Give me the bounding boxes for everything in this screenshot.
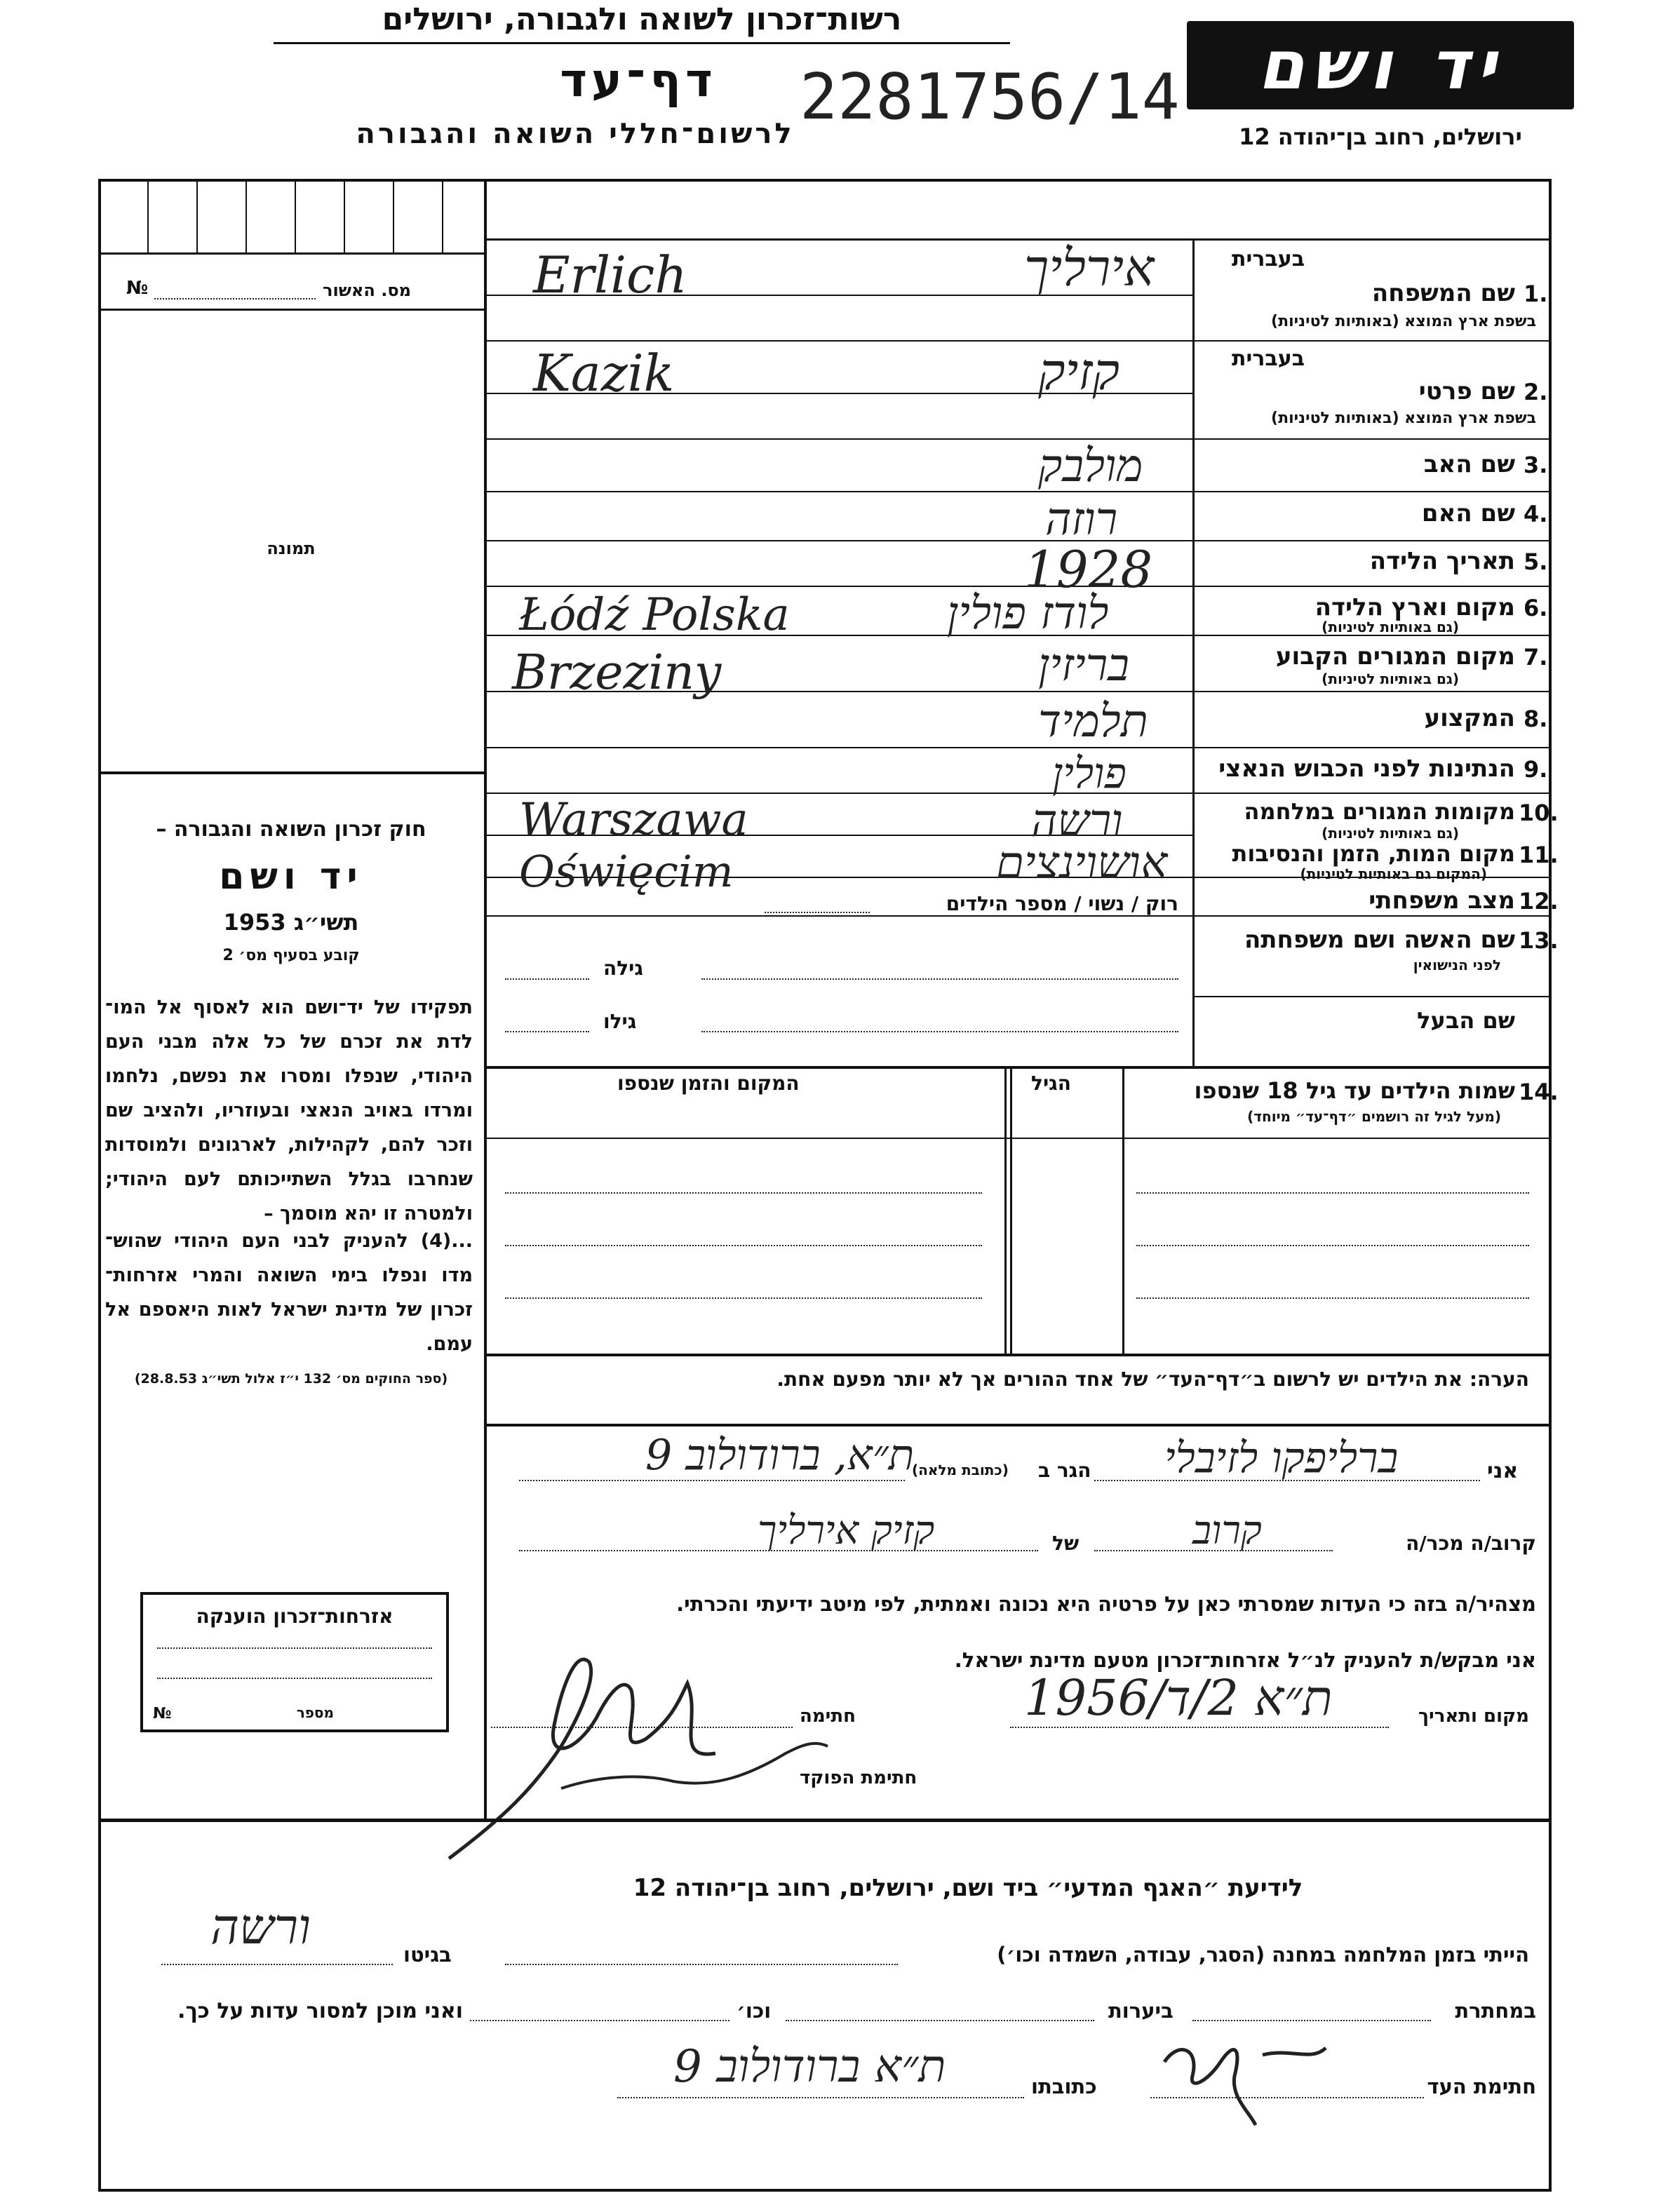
witness-signature [421, 1634, 856, 1887]
field-mother-label: שם האם [1421, 499, 1515, 527]
officer-signature-label: חתימת הפוקד [800, 1767, 917, 1788]
declaration-statement-2: אני מבקש/ת להעניק לנ״ל אזרחות־זכרון מטעם מדינת ישראל. [954, 1648, 1536, 1672]
underground-label: במחתרת [1455, 1999, 1536, 2023]
field-wartime-residence-label: מקומות המגורים במלחמה [1244, 798, 1515, 825]
witness-address-label: כתובתו [1031, 2075, 1097, 2098]
surname-hebrew-value: אירליך [1024, 238, 1155, 297]
birthplace-hebrew-value: לודז פולין [947, 588, 1109, 640]
birthplace-latin-value: Łódź Polska [519, 589, 790, 641]
surname-latin-value: Erlich [533, 245, 687, 304]
approval-no-label: מס. האשור [323, 281, 411, 300]
camp-text: הייתי בזמן המלחמה במחנה (הסגר, עבודה, השמדה וכו׳) [997, 1943, 1529, 1967]
authority-title: רשות־זכרון לשואה ולגבורה, ירושלים [382, 1, 902, 37]
children-age-header: הגיל [1031, 1072, 1071, 1095]
left-column-divider [484, 179, 487, 1819]
place-date-label: מקום ותאריך [1418, 1706, 1529, 1727]
form-title: דף־עד [560, 53, 717, 107]
field-firstname-label: שם פרטי [1418, 377, 1515, 405]
relative-label: קרוב/ה מכר/ה [1406, 1532, 1536, 1555]
field-birthplace-label: מקום וארץ הלידה [1314, 593, 1515, 621]
law-clause: קובע בסעיף מס׳ 2 [222, 947, 360, 964]
ghetto-value: ורשה [210, 1898, 311, 1955]
field-husband-label: שם הבעל [1417, 1007, 1515, 1034]
yad-vashem-logo [1187, 21, 1574, 109]
bottom-witness-signature [1150, 2020, 1403, 2132]
residence-latin-value: Brzeziny [512, 645, 722, 701]
marital-options: רוק / נשוי / מספר הילדים [946, 892, 1178, 915]
citizenship-box-title: אזרחות־זכרון הוענקה [196, 1605, 394, 1628]
witness-signature-label: חתימת העד [1427, 2075, 1536, 2098]
children-label: שמות הילדים עד גיל 18 שנספו [1194, 1077, 1515, 1104]
form-subtitle: לרשום־חללי השואה והגבורה [356, 118, 795, 150]
witness-name-value: ברליפקו לזיבלי [1164, 1434, 1399, 1483]
forests-label: ביערות [1108, 1999, 1174, 2023]
law-title: חוק זכרון השואה והגבורה – [156, 817, 426, 842]
citizenship-box-number: מספר [296, 1704, 334, 1721]
birthdate-value: 1928 [1024, 540, 1153, 599]
field-nationality-label: הנתינות לפני הכבוש הנאצי [1218, 755, 1515, 783]
field-wife-label: שם האשה ושם משפחתה [1244, 926, 1515, 954]
logo-text: יד ושם [1258, 26, 1503, 104]
residence-hebrew-value: בריזין [1038, 640, 1129, 692]
testify-text: ואני מוכן למסור עדות על כך. [177, 1999, 463, 2023]
address-header: ירושלים, רחוב בן־יהודה 12 [1239, 123, 1522, 150]
field-father-label: שם האב [1423, 450, 1515, 478]
firstname-hebrew-value: קזיק [1038, 342, 1120, 401]
approval-no-symbol: № [126, 278, 149, 299]
occupation-value: תלמיד [1038, 696, 1148, 748]
witness-address-value: ת״א, ברודולוב 9 [645, 1431, 915, 1480]
death-place-hebrew-value: אושוינצים [996, 837, 1168, 889]
declaration-i-label: אני [1487, 1459, 1519, 1483]
field-surname-label: שם המשפחה [1371, 279, 1515, 307]
serial-number: 2281756/14 [800, 60, 1180, 134]
field-residence-label: מקום המגורים הקבוע [1275, 642, 1515, 670]
nationality-value: פולין [1052, 749, 1127, 798]
place-date-value: ת״א 2/ד/1956 [1024, 1669, 1333, 1727]
children-note: הערה: את הילדים יש לרשום ב״דף־העד״ של אחד ההורים אך לא יותר מפעם אחת. [776, 1368, 1529, 1391]
ghetto-label: בגיטו [403, 1943, 452, 1967]
law-text-1: תפקידו של יד־ושם הוא לאסוף אל המו־ לדת את זכרם של כל אלה מבני העם היהודי, שנפלו ומסרו את נפשם, נלחמו ומרדו באויב הנאצי ובעוזריו, ולהציב שם וזכר להם, לקהילות, לארגונים ולמוסדות שנחרבו בגלל השתייכותם לעם היהודי; ולמטרה זו יהא מוסמך – [105, 997, 473, 1225]
bottom-heading: לידיעת ״האגף המדעי״ ביד ושם, ירושלים, רחוב בן־יהודה 12 [633, 1874, 1303, 1902]
death-place-latin-value: Oświęcim [519, 846, 734, 897]
of-name-value: קזיק אירליך [758, 1508, 935, 1553]
field-death-label: מקום המות, הזמן והנסיבות [1232, 840, 1515, 867]
resides-label: הגר ב [1038, 1459, 1091, 1482]
wartime-residence-hebrew-value: ורשה [1031, 795, 1123, 847]
law-name: יד ושם [219, 856, 363, 898]
authority-underline [274, 42, 1010, 44]
citizenship-box: אזרחות־זכרון הוענקה מספר № [140, 1592, 449, 1732]
law-source: (ספר החוקים מס׳ 132 י״ז אלול תשי״ג 28.8.53) [134, 1371, 448, 1387]
mother-value: רוזה [1045, 494, 1118, 546]
children-place-header: המקום והזמן שנספו [617, 1072, 800, 1095]
firstname-latin-value: Kazik [533, 344, 675, 403]
husband-age-label: גילו [603, 1010, 637, 1033]
field-birthdate-label: תאריך הלידה [1369, 547, 1515, 575]
label-column-divider [1192, 238, 1195, 1066]
field-occupation-label: המקצוע [1424, 704, 1515, 732]
bottom-address-value: ת״א ברודולוב 9 [673, 2041, 946, 2093]
of-label: של [1052, 1532, 1080, 1555]
relation-value: קרוב [1192, 1508, 1262, 1553]
declaration-statement-1: מצהיר/ה בזה כי העדות שמסרתי כאן על פרטיה היא נכונה ואמתית, לפי מיטב ידיעתי והכרתי. [676, 1592, 1536, 1616]
field-marital-label: מצב משפחתי [1369, 886, 1515, 915]
law-year: תשי״ג 1953 [223, 909, 359, 936]
law-text-2: ...(4) להעניק לבני העם היהודי שהוש־ מדו ונפלו בימי השואה והמרי אזרחות־ זכרון של מדינת ישראל לאות היאספם אל עמם. [105, 1230, 473, 1355]
father-value: מולבק [1038, 440, 1143, 492]
photo-label: תמונה [267, 539, 316, 558]
wife-age-label: גילה [603, 957, 643, 980]
wartime-residence-latin-value: Warszawa [519, 794, 748, 846]
etc-label: וכו׳ [737, 1999, 772, 2023]
signature-label: חתימה [800, 1706, 856, 1727]
